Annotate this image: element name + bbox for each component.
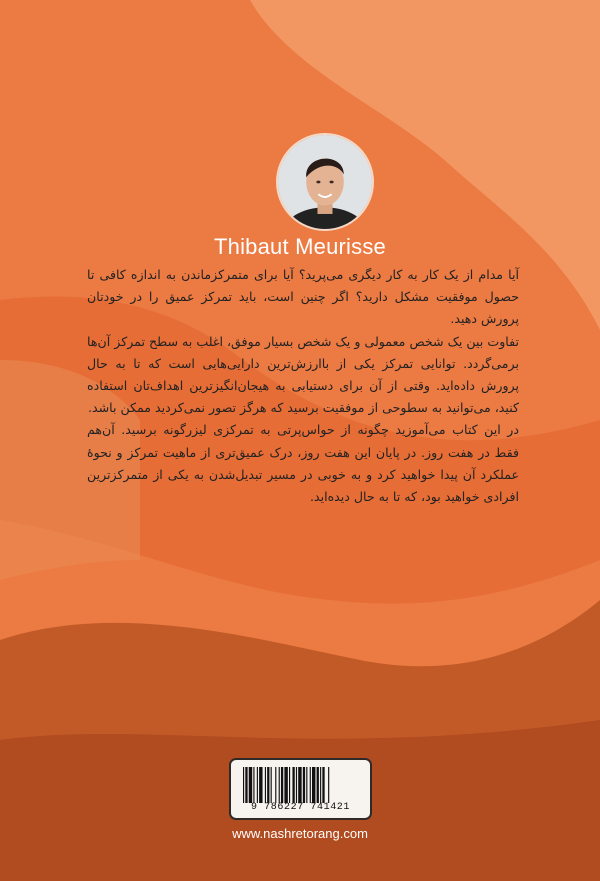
barcode-bar [275, 767, 276, 803]
barcode-bar [306, 767, 307, 803]
isbn-barcode [229, 758, 372, 820]
barcode-bar [296, 767, 297, 803]
barcode-bars [241, 767, 362, 803]
barcode-bar [322, 767, 324, 803]
barcode-bar [312, 767, 315, 803]
barcode-bar [267, 767, 269, 803]
barcode-bar [249, 767, 252, 803]
author-portrait-icon [278, 135, 372, 229]
author-photo [276, 133, 374, 231]
author-name: Thibaut Meurisse [214, 234, 386, 259]
blurb-paragraph-2: تفاوت بین یک شخص معمولی و یک شخص بسیار موفق، اغلب به سطح تمرکز آن‌ها برمی‌گردد. توانایی تمرکز یکی از باارزش‌ترین دارایی‌هایی است که تا به حال پرورش داده‌اید. وقتی از آن برای دستیابی به هیجان‌انگیزترین اهداف‌تان استفاده کنید، می‌توانید به سطوحی از موفقیت برسید که هرگز تصور نمی‌کردید ممکن باشد. [87, 333, 519, 416]
barcode-bar [243, 767, 244, 803]
barcode-bar [310, 767, 311, 803]
barcode-bar [259, 767, 262, 803]
barcode-bar [303, 767, 305, 803]
barcode-bar [257, 767, 258, 803]
barcode-bar [281, 767, 283, 803]
barcode-bar [253, 767, 254, 803]
barcode-bar [245, 767, 247, 803]
barcode-bar [271, 767, 272, 803]
barcode-bar [298, 767, 301, 803]
barcode-bar [317, 767, 319, 803]
barcode-bar [292, 767, 294, 803]
barcode-number: 9 786227 741421 [250, 802, 350, 813]
blurb-paragraph-1: آیا مدام از یک کار به کار دیگری می‌پرید؟ آیا برای متمرکزماندن به اندازه کافی تا حصول موفقیت مشکل دارید؟ اگر چنین است، باید تمرکز عمیق را در خودتان پرورش دهید. [87, 267, 519, 327]
publisher-website: www.nashretorang.com [232, 826, 368, 841]
barcode-bar [265, 767, 266, 803]
blurb-text [87, 264, 519, 508]
barcode-bar [289, 767, 290, 803]
barcode-bar [320, 767, 321, 803]
blurb-paragraph-3: در این کتاب می‌آموزید چگونه از حواس‌پرتی به تمرکزی لیزرگونه برسید. آن‌هم فقط در هفت روز. در پایان این هفت روز، درک عمیق‌تری از ماهیت تمرکز و نحوهٔ عملکرد آن پیدا خواهید کرد و به خوبی در مسیر تبدیل‌شدن به یکی از متمرکزترین افرادی خواهید بود، که تا به حال دیده‌اید. [87, 422, 519, 505]
barcode-bar [284, 767, 287, 803]
barcode-bar [328, 767, 329, 803]
barcode-bar [279, 767, 280, 803]
